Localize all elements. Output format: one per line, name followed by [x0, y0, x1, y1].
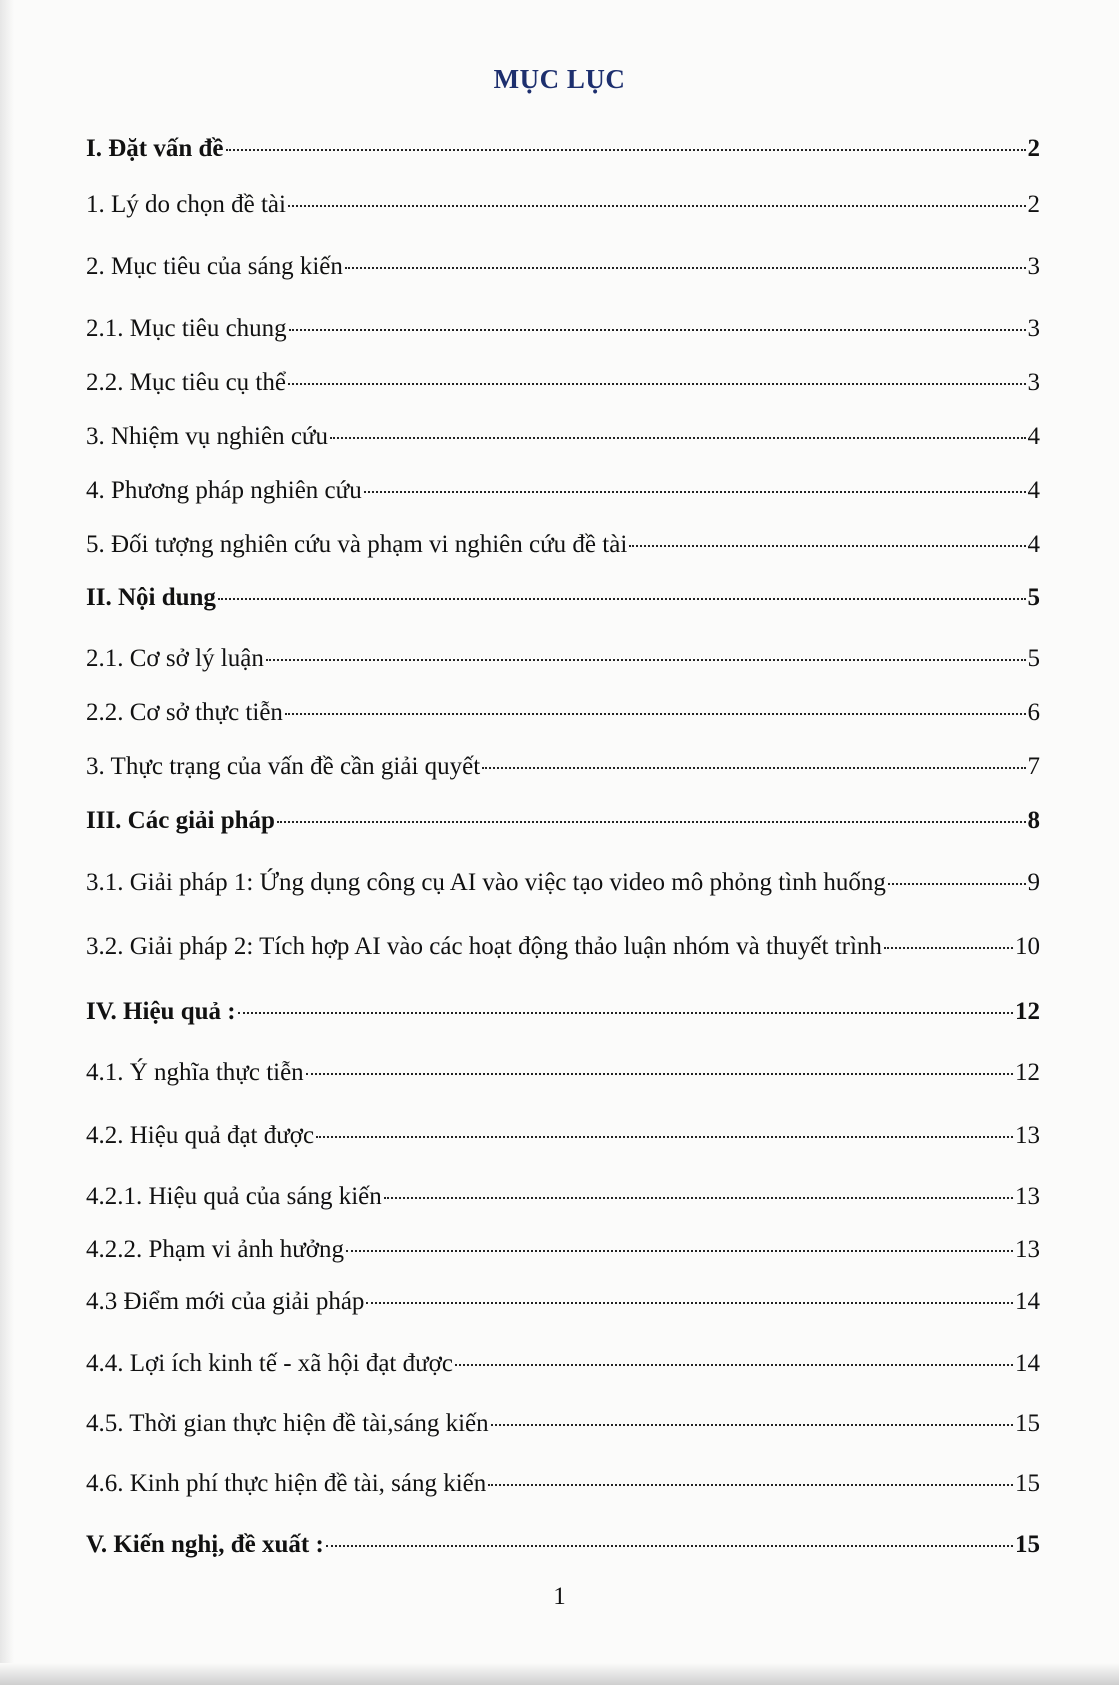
dot-leader: [366, 1302, 1013, 1304]
dot-leader: [277, 821, 1026, 823]
toc-entry-page: 13: [1015, 1122, 1040, 1149]
toc-entry-label: I. Đặt vấn đề: [86, 135, 224, 162]
toc-entry-label: 4. Phương pháp nghiên cứu: [86, 477, 362, 504]
toc-entry-page: 3: [1027, 315, 1040, 342]
toc-entry: [86, 253, 1040, 281]
dot-leader: [491, 1424, 1013, 1426]
dot-leader: [226, 149, 1026, 151]
toc-entry-page: 4: [1027, 531, 1040, 558]
toc-entry: [86, 869, 1040, 897]
toc-entry-page: 3: [1027, 369, 1040, 396]
dot-leader: [364, 491, 1026, 493]
toc-entry-page: 4: [1027, 477, 1040, 504]
toc-entry: [86, 1059, 1040, 1087]
toc-entry: [86, 135, 1040, 163]
scan-edge-shadow: [0, 0, 14, 1685]
toc-entry-page: 12: [1015, 998, 1040, 1025]
dot-leader: [488, 1484, 1013, 1486]
toc-entry: [86, 753, 1040, 781]
toc-entry-label: 2. Mục tiêu của sáng kiến: [86, 253, 343, 280]
dot-leader: [288, 383, 1026, 385]
toc-entry-label: 4.3 Điểm mới của giải pháp: [86, 1288, 365, 1315]
dot-leader: [326, 1545, 1013, 1547]
scan-bottom-shadow: [0, 1663, 1119, 1685]
toc-entry-page: 9: [1027, 869, 1040, 896]
toc-entry-page: 15: [1015, 1410, 1040, 1437]
toc-entry: [86, 1236, 1040, 1264]
toc-entry: [86, 1288, 1040, 1316]
dot-leader: [218, 598, 1026, 600]
toc-entry-label: 2.1. Mục tiêu chung: [86, 315, 287, 342]
toc-entry-label: 4.5. Thời gian thực hiện đề tài,sáng kiến: [86, 1410, 489, 1437]
toc-entry-page: 5: [1027, 645, 1040, 672]
dot-leader: [238, 1012, 1013, 1014]
dot-leader: [888, 883, 1026, 885]
dot-leader: [629, 545, 1025, 547]
toc-entry-page: 15: [1015, 1531, 1040, 1558]
dot-leader: [316, 1136, 1013, 1138]
toc-entry-label: 4.6. Kinh phí thực hiện đề tài, sáng kiến: [86, 1470, 487, 1497]
dot-leader: [285, 713, 1026, 715]
dot-leader: [266, 659, 1026, 661]
dot-leader: [330, 437, 1026, 439]
toc-entry-label: 3.2. Giải pháp 2: Tích hợp AI vào các hoạt động thảo luận nhóm và thuyết trình: [86, 933, 882, 960]
toc-entry-page: 3: [1027, 253, 1040, 280]
toc-entry-label: 4.4. Lợi ích kinh tế - xã hội đạt được: [86, 1350, 453, 1377]
toc-entry-page: 14: [1015, 1350, 1040, 1377]
toc-entry-page: 14: [1015, 1288, 1040, 1315]
toc-entry: [86, 423, 1040, 451]
dot-leader: [288, 205, 1026, 207]
dot-leader: [884, 947, 1013, 949]
toc-entry-label: 1. Lý do chọn đề tài: [86, 191, 286, 218]
toc-entry: [86, 477, 1040, 505]
toc-entry: [86, 1350, 1040, 1378]
toc-entry-label: II. Nội dung: [86, 584, 216, 611]
toc-entry-page: 13: [1015, 1183, 1040, 1210]
toc-entry-page: 5: [1027, 584, 1040, 611]
dot-leader: [455, 1364, 1013, 1366]
toc-entry-label: 4.2.2. Phạm vi ảnh hưởng: [86, 1236, 345, 1263]
toc-entry-label: 2.1. Cơ sở lý luận: [86, 645, 264, 672]
toc-entry-label: 3.1. Giải pháp 1: Ứng dụng công cụ AI vào việc tạo video mô phỏng tình huống: [86, 869, 886, 896]
toc-entry-page: 6: [1027, 699, 1040, 726]
toc-entry: [86, 1410, 1040, 1438]
toc-entry-page: 15: [1015, 1470, 1040, 1497]
toc-entry: [86, 1122, 1040, 1150]
toc-entry-page: 4: [1027, 423, 1040, 450]
toc-entry: [86, 369, 1040, 397]
dot-leader: [306, 1073, 1013, 1075]
toc-entry: [86, 1531, 1040, 1559]
page-title: MỤC LỤC: [493, 64, 626, 94]
toc-entry: [86, 645, 1040, 673]
toc-entry-page: 13: [1015, 1236, 1040, 1263]
toc-entry-label: 4.1. Ý nghĩa thực tiễn: [86, 1059, 304, 1086]
page-number: 1: [553, 1583, 566, 1610]
toc-entry-page: 10: [1015, 933, 1040, 960]
toc-entry-label: III. Các giải pháp: [86, 807, 275, 834]
dot-leader: [289, 329, 1026, 331]
toc-entry: [86, 191, 1040, 219]
toc-entry-label: V. Kiến nghị, đề xuất :: [86, 1531, 324, 1558]
toc-entry-page: 2: [1027, 191, 1040, 218]
toc-entry: [86, 699, 1040, 727]
toc-entry-page: 8: [1027, 807, 1040, 834]
toc-entry-page: 12: [1015, 1059, 1040, 1086]
dot-leader: [482, 767, 1025, 769]
toc-entry: [86, 1470, 1040, 1498]
toc-entry: [86, 531, 1040, 559]
toc-entry: [86, 998, 1040, 1026]
toc-entry-label: IV. Hiệu quả :: [86, 998, 236, 1025]
toc-entry: [86, 807, 1040, 835]
toc-entry: [86, 584, 1040, 612]
dot-leader: [345, 267, 1026, 269]
dot-leader: [384, 1197, 1013, 1199]
toc-entry-page: 2: [1027, 135, 1040, 162]
dot-leader: [346, 1250, 1013, 1252]
toc-entry-label: 2.2. Cơ sở thực tiễn: [86, 699, 283, 726]
toc-entry-label: 4.2.1. Hiệu quả của sáng kiến: [86, 1183, 382, 1210]
toc-entry-label: 4.2. Hiệu quả đạt được: [86, 1122, 315, 1149]
toc-entry-label: 3. Nhiệm vụ nghiên cứu: [86, 423, 328, 450]
toc-entry: [86, 315, 1040, 343]
toc-entry-label: 2.2. Mục tiêu cụ thể: [86, 369, 286, 396]
toc-entry-label: 3. Thực trạng của vấn đề cần giải quyết: [86, 753, 481, 780]
toc-entry: [86, 933, 1040, 961]
toc-entry: [86, 1183, 1040, 1211]
toc-entry-page: 7: [1027, 753, 1040, 780]
toc-entry-label: 5. Đối tượng nghiên cứu và phạm vi nghiên cứu đề tài: [86, 531, 628, 558]
